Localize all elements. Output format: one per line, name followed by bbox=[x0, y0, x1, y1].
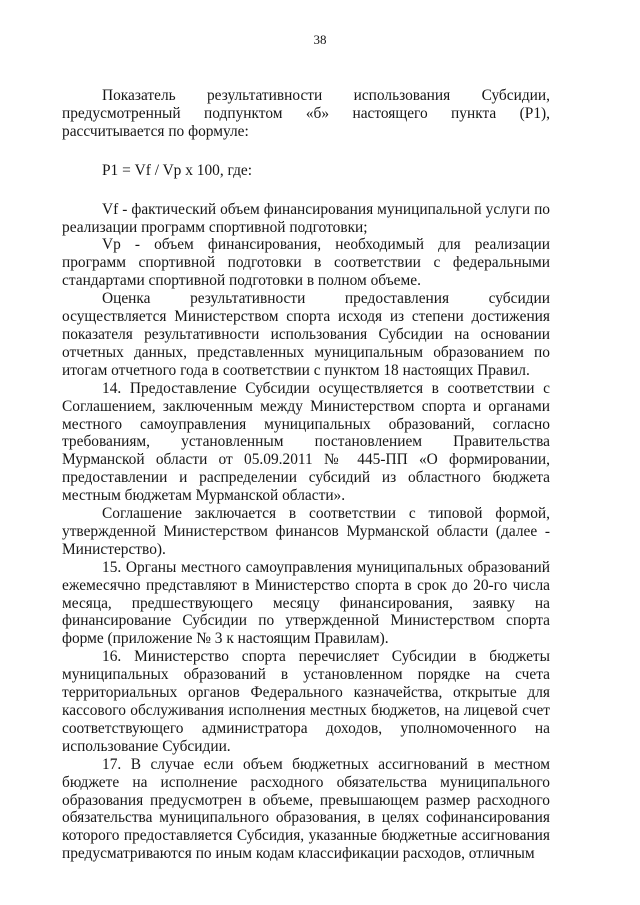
formula-p1: Р1 = Vf / Vp x 100, где: bbox=[102, 161, 253, 179]
paragraph-item-17: 17. В случае если объем бюджетных ассигнований в местном бюджете на исполнение расходного обязательства муниципального образования предусмотрен в объеме, превышающем размер расходного обязательства муниципального образования, в целях софинансирования которого предоставляется Субсидия, указанные бюджетные ассигнования предусматриваются по иным кодам классификации расходов, отличным bbox=[62, 755, 550, 863]
paragraph-item-16: 16. Министерство спорта перечисляет Субсидии в бюджеты муниципальных образований в установленном порядке на счета территориальных органов Федерального казначейства, открытые для кассового обслуживания исполнения местных бюджетов, на лицевой счет соответствующего администратора доходов, уполномоченного на использование Субсидии. bbox=[62, 648, 550, 755]
page-number: 38 bbox=[313, 32, 327, 47]
paragraph-evaluation: Оценка результативности предоставления субсидии осуществляется Министерством спорта исходя из степени достижения показателя результативности использования Субсидии на основании отчетных данных, представленных муниципальным образованием по итогам отчетного года в соответствии с пунктом 18 настоящих Правил. bbox=[62, 290, 550, 379]
paragraph-p1-intro: Показатель результативности использования Субсидии, предусмотренный подпунктом «б» настоящего пункта (Р1), рассчитывается по формуле: bbox=[62, 87, 550, 140]
definition-vf: Vf - фактический объем финансирования муниципальной услуги по реализации программ спортивной подготовки; bbox=[62, 200, 550, 236]
paragraph-agreement: Соглашение заключается в соответствии с типовой формой, утвержденной Министерством финансов Мурманской области (далее - Министерство). bbox=[62, 505, 550, 558]
document-body bbox=[62, 87, 550, 863]
paragraph-item-15: 15. Органы местного самоуправления муниципальных образований ежемесячно представляют в Министерство спорта в срок до 20-го числа месяца, предшествующего месяцу финансирования, заявку на финансирование Субсидии по утвержденной Министерством спорта форме (приложение № 3 к настоящим Правилам). bbox=[62, 558, 550, 648]
paragraph-item-14: 14. Предоставление Субсидии осуществляется в соответствии с Соглашением, заключенным между Министерством спорта и органами местного самоуправления муниципальных образований, согласно требованиям, установленным постановлением Правительства Мурманской области от 05.09.2011 № 445-ПП «О формировании, предоставлении и распределении субсидий из областного бюджета местным бюджетам Мурманской области». bbox=[62, 379, 550, 505]
definition-vp: Vp - объем финансирования, необходимый для реализации программ спортивной подготовки в соответствии с федеральными стандартами спортивной подготовки в полном объеме. bbox=[62, 236, 550, 290]
